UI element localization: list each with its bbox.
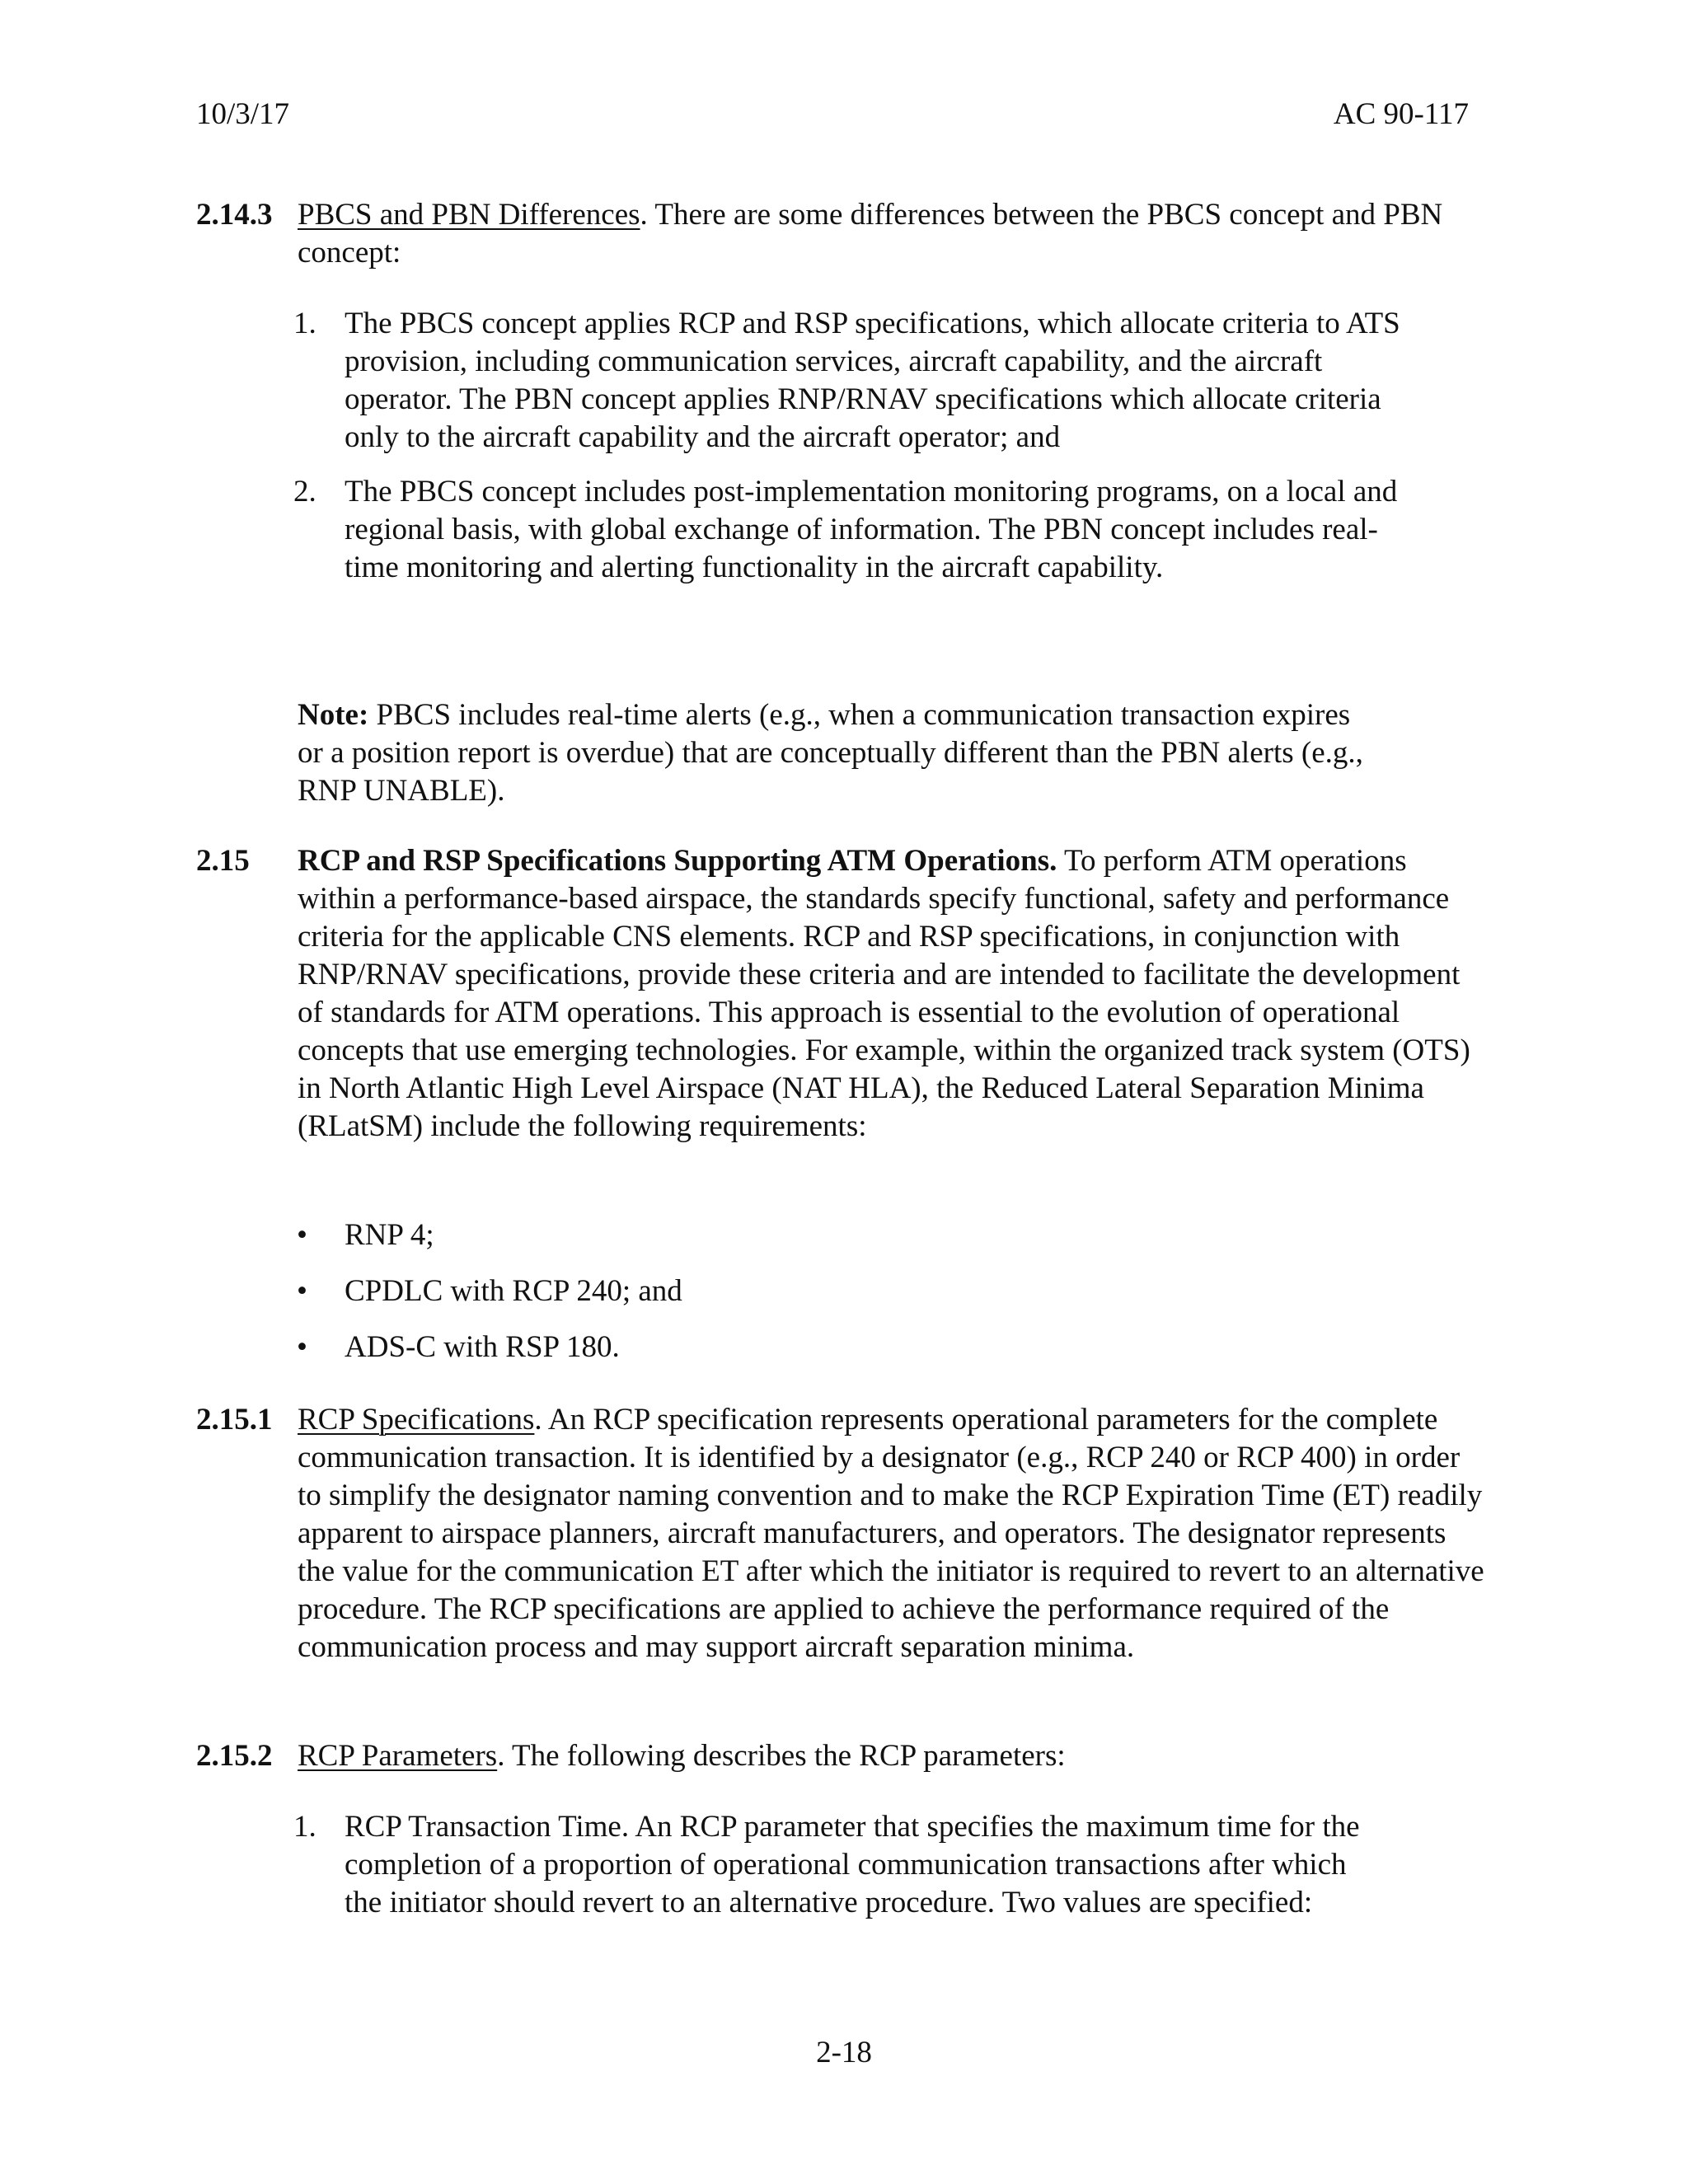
bullet-icon: • [297,1274,307,1308]
list-item [293,473,1406,587]
list-item-text: The PBCS concept includes post-implementation monitoring programs, on a local and regional basis, with global exchange of information. The PBN concept includes real-time monitoring and alerting functionality in the aircraft capability. [345,475,1398,584]
list-item [293,1216,1390,1254]
section-2-15-2 [196,1737,1482,1775]
bullet-list [293,1216,1390,1366]
bullet-icon: • [297,1218,307,1252]
note-text: PBCS includes real-time alerts (e.g., when a communication transaction expires or a position report is overdue) that are conceptually different than the PBN alerts (e.g., RNP UNABLE). [298,698,1363,808]
list-marker: 2. [293,475,316,509]
section-paragraph [298,842,1484,1146]
section-number: 2.15.1 [196,1403,273,1436]
section-paragraph [298,1737,1468,1775]
list-item-text: CPDLC with RCP 240; and [345,1274,682,1308]
list-item-text: RCP Transaction Time. An RCP parameter that specifies the maximum time for the completion of a proportion of operational communication transactions after which the initiator should revert to an alternative procedure. Two values are specified: [345,1810,1360,1919]
section-number: 2.15.2 [196,1739,273,1773]
list-marker: 1. [293,307,316,340]
section-title: PBCS and PBN Differences [298,198,640,232]
section-intro: . There are some differences between the PBCS concept and PBN concept: [298,198,1443,269]
page-number: 2-18 [816,2036,872,2069]
section-paragraph [298,196,1468,272]
section-2-15-1 [196,1401,1482,1666]
section-number: 2.15 [196,844,250,878]
list-item [293,1329,1390,1366]
note-label: Note: [298,698,369,732]
section-text: . The following describes the RCP parameters: [497,1739,1066,1773]
section-text: . An RCP specification represents operational parameters for the complete communication transaction. It is identified by a designator (e.g., RCP 240 or RCP 400) in order to simplify the designator naming convention and to make the RCP Expiration Time (ET) readily apparent to airspace planners, aircraft manufacturers, and operators. The designator represents the value for the communication ET after which the initiator is required to revert to an alternative procedure. The RCP specifications are applied to achieve the performance required of the communication process and may support aircraft separation minima. [298,1403,1484,1664]
section-text: To perform ATM operations within a performance-based airspace, the standards specify functional, safety and performance criteria for the applicable CNS elements. RCP and RSP specifications, in conjunction with RNP/RNAV specifications, provide these criteria and are intended to facilitate the development of standards for ATM operations. This approach is essential to the evolution of operational concepts that use emerging technologies. For example, within the organized track system (OTS) in North Atlantic High Level Airspace (NAT HLA), the Reduced Lateral Separation Minima (RLatSM) include the following requirements: [298,844,1470,1143]
list-item-text: The PBCS concept applies RCP and RSP specifications, which allocate criteria to ATS provision, including communication services, aircraft capability, and the aircraft operator. The PBN concept applies RNP/RNAV specifications which allocate criteria only to the aircraft capability and the aircraft operator; and [345,307,1400,454]
section-title: RCP and RSP Specifications Supporting ATM Operations. [298,844,1057,878]
bullet-icon: • [297,1330,307,1364]
list-item [293,1808,1381,1922]
section-paragraph [298,1401,1489,1666]
list-item [293,1272,1390,1310]
section-2-15 [196,842,1482,1146]
section-title: RCP Specifications [298,1403,535,1436]
section-title: RCP Parameters [298,1739,498,1773]
section-number: 2.14.3 [196,198,273,232]
note [298,696,1369,810]
list-item-text: RNP 4; [345,1218,434,1252]
section-2-14-3 [196,196,1482,272]
list-item-text: ADS-C with RSP 180. [345,1330,620,1364]
header-doc-id: AC 90-117 [1333,97,1469,131]
list-item [293,305,1406,457]
header-date: 10/3/17 [196,97,290,131]
list-marker: 1. [293,1810,316,1844]
numbered-list [293,1808,1381,1922]
numbered-list [293,305,1406,587]
